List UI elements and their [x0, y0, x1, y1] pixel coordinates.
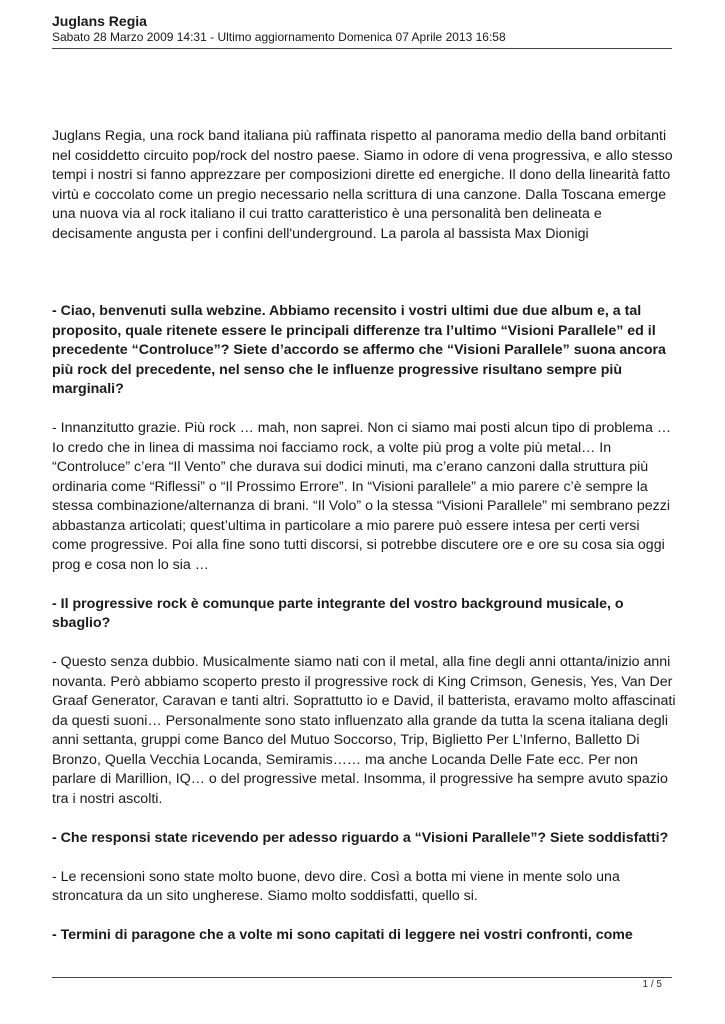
footer-divider	[52, 977, 672, 978]
answer-1: - Innanzitutto grazie. Più rock … mah, non saprei. Non ci siamo mai posti alcun tipo di problema … Io credo che in linea di massima noi facciamo rock, a volte più prog a volte più metal… In “Controluce” c’era “Il Vento” che durava sui dodici minuti, ma c’erano canzoni dalla struttura più ordinaria come “Riflessi” o “Il Prossimo Errore”. In “Visioni parallele” a mio parere c’è sempre la stessa combinazione/alternanza di brani. “Il Volo” o la stessa “Visioni Parallele” mi sembrano pezzi abbastanza articolati; quest’ultima in particolare a mio parere può essere intesa per certi versi come progressive. Poi alla fine sono tutti discorsi, si potrebbe discutere ore e ore su cosa sia oggi prog e cosa non lo sia …	[52, 420, 672, 573]
question-4: - Termini di paragone che a volte mi sono capitati di leggere nei vostri confronti, come	[52, 927, 633, 943]
article-body	[52, 127, 677, 965]
intro-paragraph: Juglans Regia, una rock band italiana più raffinata rispetto al panorama medio della band orbitanti nel cosiddetto circuito pop/rock del nostro paese. Siamo in odore di vena progressiva, e allo stesso tempi i nostri si fanno apprezzare per composizioni dirette ed energiche. Il dono della linearità fatto virtù e coccolato come un pregio necessario nella scrittura di una canzone. Dalla Toscana emerge una nuova via al rock italiano il cui tratto caratteristico è una personalità ben delineata e decisamente angusta per i confini dell'underground. La parola al bassista Max Dionigi	[52, 128, 673, 242]
answer-2: - Questo senza dubbio. Musicalmente siamo nati con il metal, alla fine degli anni ottanta/inizio anni novanta. Però abbiamo scoperto presto il progressive rock di King Crimson, Genesis, Yes, Van Der Graaf Generator, Caravan e tanti altri. Soprattutto io e David, il batterista, eravamo molto affascinati da questi suoni… Personalmente sono stato influenzato alla grande da tutta la scena italiana degli anni settanta, gruppi come Banco del Mutuo Soccorso, Trip, Biglietto Per L’Inferno, Balletto Di Bronzo, Quella Vecchia Locanda, Semiramis…… ma anche Locanda Delle Fate ecc. Per non parlare di Marillion, IQ… o del progressive metal. Insomma, il progressive ha sempre avuto spazio tra i nostri ascolti.	[52, 654, 676, 807]
document-header	[52, 12, 672, 45]
answer-3: - Le recensioni sono state molto buone, devo dire. Così a botta mi viene in mente solo una stroncatura da un sito ungherese. Siamo molto soddisfatti, quello si.	[52, 868, 620, 904]
question-3: - Che responsi state ricevendo per adesso riguardo a “Visioni Parallele”? Siete soddisfatti?	[52, 829, 669, 846]
question-2: - Il progressive rock è comunque parte integrante del vostro background musicale, o sbaglio?	[52, 595, 624, 631]
document-date-meta: Sabato 28 Marzo 2009 14:31 - Ultimo aggiornamento Domenica 07 Aprile 2013 16:58	[52, 30, 506, 44]
question-1: - Ciao, benvenuti sulla webzine. Abbiamo recensito i vostri ultimi due due album e, a tal proposito, quale ritenete essere le principali differenze tra l’ultimo “Visioni Parallele” ed il precedente “Controluce”? Siete d’accordo se affermo che “Visioni Parallele” suona ancora più rock del precedente, nel senso che le influenze progressive risultano sempre più marginali?	[52, 303, 666, 397]
header-divider	[52, 48, 672, 49]
page-number: 1 / 5	[642, 979, 662, 990]
document-title: Juglans Regia	[52, 13, 147, 29]
